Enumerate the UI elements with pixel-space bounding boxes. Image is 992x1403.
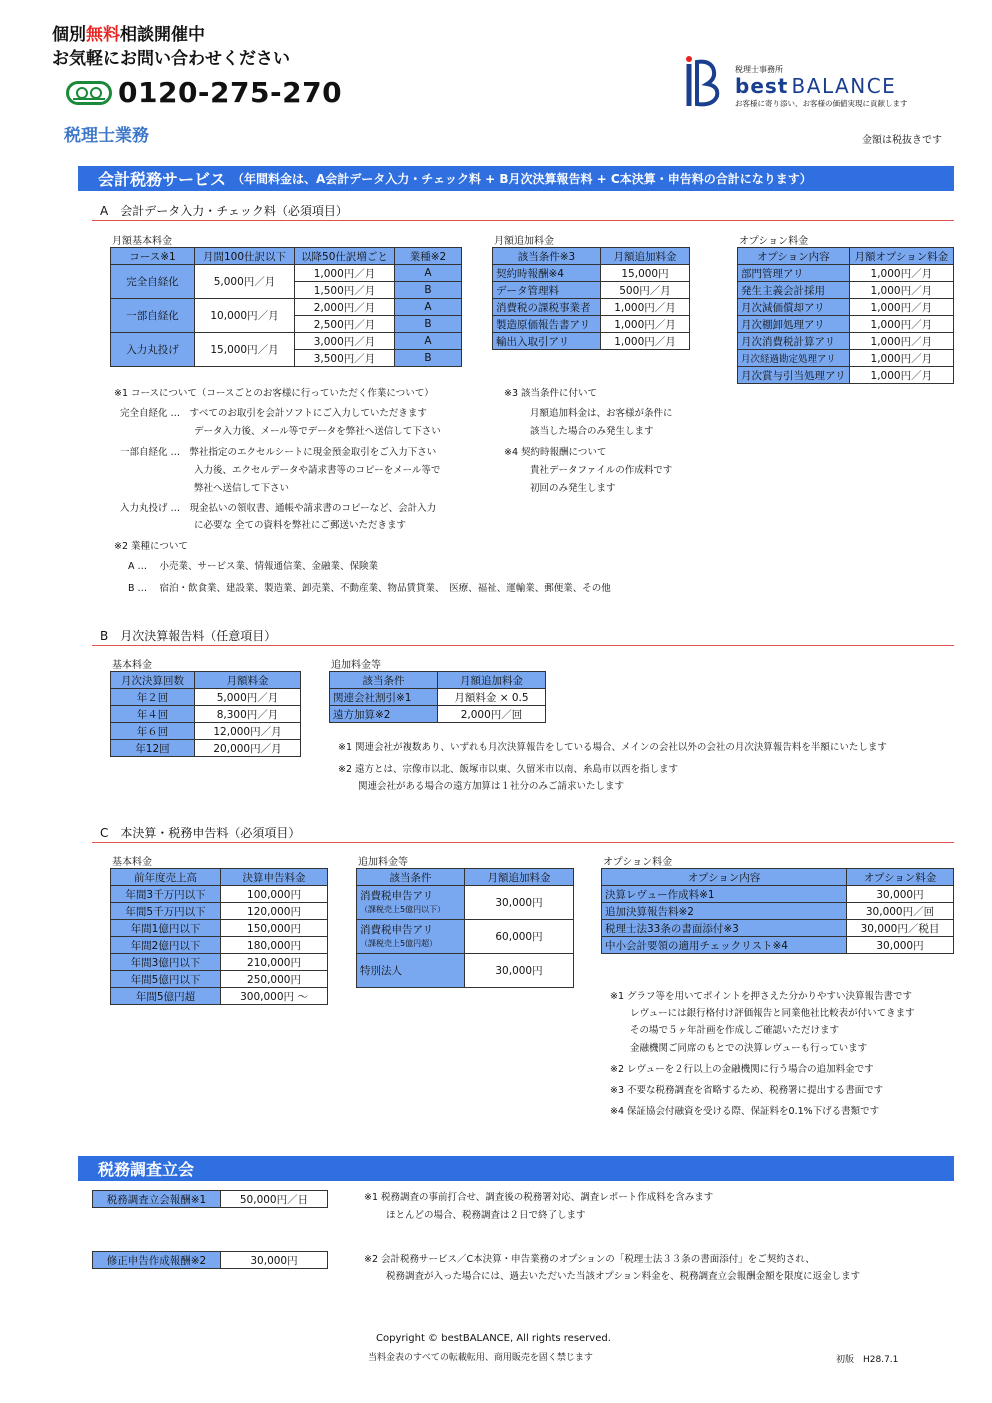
count-cell: 年12回 [111, 740, 195, 757]
add-cell: 2,500円／月 [295, 316, 395, 333]
section-b-rule [92, 645, 954, 646]
price-cell: 30,000円 [465, 886, 574, 920]
cond-cell: 遠方加算※2 [330, 706, 438, 723]
cond-cell: 契約時報酬※4 [493, 265, 601, 282]
price-cell: 1,000円／月 [849, 367, 953, 384]
c-extra-label: 追加料金等 [358, 857, 408, 868]
price-cell: 1,000円／月 [849, 316, 953, 333]
audit-note: ※2 会計税務サービス／C本決算・申告業務のオプションの「税理士法３３条の書面添付」をご契約され、 [364, 1254, 815, 1265]
revenue-cell: 年間1億円以下 [111, 920, 221, 937]
price-cell: 100,000円 [221, 886, 328, 903]
table-header: 月額追加料金 [465, 869, 574, 886]
cond-text: 消費税申告アリ [360, 923, 434, 936]
free-dial-icon [66, 81, 112, 105]
count-cell: 年６回 [111, 723, 195, 740]
accounting-subtitle: （年間料金は、A会計データ入力・チェック料 + B月次決算報告料 + C本決算・申告料の合計になります） [232, 172, 812, 186]
revenue-cell: 年間2億円以下 [111, 937, 221, 954]
table-header: 月額追加料金 [438, 672, 546, 689]
b-extra-table [329, 671, 546, 723]
cond-cell: 消費税の課税事業者 [493, 299, 601, 316]
price-cell: 30,000円 [847, 937, 954, 954]
price-cell: 1,000円／月 [849, 350, 953, 367]
price-cell: 150,000円 [221, 920, 328, 937]
c-note: ※1 グラフ等を用いてポイントを押さえた分かりやすい決算報告書です [610, 991, 913, 1002]
logo-tagline: お客様に寄り添い、お客様の価値実現に貢献します [735, 99, 908, 108]
a-note: に必要な 全ての資料を弊社にご郵送いただきます [194, 520, 407, 531]
audit-note: 税務調査が入った場合には、過去いただいた当該オプション料金を、税務調査立会報酬金額を限度に返金します [386, 1271, 861, 1282]
cond-sub-text: （課税売上5億円以下） [360, 904, 446, 914]
tax-note: 金額は税抜きです [862, 135, 942, 146]
logo-small-text: 税理士事務所 [735, 65, 783, 74]
price-cell: 5,000円／月 [195, 689, 301, 706]
price-cell: 8,300円／月 [195, 706, 301, 723]
table-header: 月額料金 [195, 672, 301, 689]
section-c-heading: C 本決算・税務申告料（必須項目） [100, 826, 301, 840]
option-cell: 月次賞与引当処理アリ [738, 367, 850, 384]
table-header: 月次決算回数 [111, 672, 195, 689]
price-cell: 1,000円／月 [601, 333, 690, 350]
price-cell: 30,000円 [847, 886, 954, 903]
revenue-cell: 年間5億円超 [111, 988, 221, 1005]
c-note: ※2 レヴューを２行以上の金融機関に行う場合の追加料金です [610, 1064, 874, 1075]
table-header: 該当条件※3 [493, 248, 601, 265]
cond-text: 消費税申告アリ [360, 889, 434, 902]
option-cell: 月次減価償却アリ [738, 299, 850, 316]
table-header: 該当条件 [330, 672, 438, 689]
price-cell: 30,000円／税目 [847, 920, 954, 937]
price-cell: 15,000円／月 [195, 333, 295, 367]
b-note: ※1 関連会社が複数あり、いずれも月次決算報告をしている場合、メインの会社以外の会社の月次決算報告料を半額にいたします [338, 742, 887, 753]
c-note: ※3 不要な税務調査を省略するため、税務署に提出する書面です [610, 1085, 884, 1096]
type-cell: A [395, 333, 462, 350]
option-cell: 決算レヴュー作成料※1 [602, 886, 847, 903]
c-base-table [110, 868, 328, 1005]
cond-cell: 関連会社割引※1 [330, 689, 438, 706]
price-cell: 500円／月 [601, 282, 690, 299]
a-extra-label: 月額追加料金 [494, 236, 554, 247]
price-cell: 20,000円／月 [195, 740, 301, 757]
audit-label-cell: 修正申告作成報酬※2 [93, 1252, 221, 1269]
a-note: ※4 契約時報酬について [504, 447, 607, 458]
type-cell: B [395, 282, 462, 299]
cond-cell: データ管理料 [493, 282, 601, 299]
b-note: 関連会社がある場合の遠方加算は１社分のみご請求いたします [358, 781, 625, 792]
headline-1: 個別無料相談開催中 [52, 25, 205, 45]
course-cell: 一部自経化 [111, 299, 195, 333]
table-header: 前年度売上高 [111, 869, 221, 886]
table-header: 月間100仕訳以下 [195, 248, 295, 265]
a-note: 入力後、エクセルデータや請求書等のコピーをメール等で [194, 465, 441, 476]
c-note: その場で５ヶ年計画を作成しご確認いただけます [630, 1025, 840, 1036]
a-note: ※3 該当条件に付いて [504, 388, 598, 399]
a-note: ※2 業種について [114, 541, 188, 552]
a-note: B … 宿泊・飲食業、建設業、製造業、卸売業、不動産業、物品賃貸業、 医療、福祉、運輸業、郵便業、その他 [128, 583, 611, 594]
table-header: 月額追加料金 [601, 248, 690, 265]
a-option-label: オプション料金 [739, 236, 809, 247]
accounting-title: 会計税務サービス [98, 170, 227, 189]
add-cell: 2,000円／月 [295, 299, 395, 316]
section-a-rule [92, 220, 954, 221]
a-base-table [110, 247, 462, 367]
accounting-bar [78, 166, 954, 191]
price-cell: 1,000円／月 [601, 299, 690, 316]
a-note: 弊社へ送信して下さい [194, 483, 290, 494]
price-cell: 10,000円／月 [195, 299, 295, 333]
table-header: 以降50仕訳増ごと [295, 248, 395, 265]
price-cell: 1,000円／月 [849, 333, 953, 350]
c-option-table [601, 868, 954, 954]
price-cell: 2,000円／回 [438, 706, 546, 723]
option-cell: 追加決算報告料※2 [602, 903, 847, 920]
section-b-heading: B 月次決算報告料（任意項目） [100, 629, 277, 643]
price-cell: 1,000円／月 [849, 299, 953, 316]
version: 初版 H28.7.1 [836, 1355, 899, 1365]
price-cell: 5,000円／月 [195, 265, 295, 299]
audit-table-2 [92, 1251, 328, 1269]
table-header: 決算申告料金 [221, 869, 328, 886]
option-cell: 月次経過勘定処理アリ [738, 350, 850, 367]
table-header: オプション内容 [738, 248, 850, 265]
cond-cell [357, 886, 465, 920]
logo-best: best [735, 74, 789, 98]
add-cell: 1,000円／月 [295, 265, 395, 282]
type-cell: A [395, 265, 462, 282]
type-cell: A [395, 299, 462, 316]
logo [683, 56, 933, 110]
section-title: 税理士業務 [64, 126, 149, 146]
a-note: 月額追加料金は、お客様が条件に [530, 408, 673, 419]
price-cell: 1,000円／月 [849, 265, 953, 282]
audit-price-cell: 30,000円 [221, 1252, 328, 1269]
audit-label-cell: 税務調査立会報酬※1 [93, 1191, 221, 1208]
a-note: 貴社データファイルの作成料です [530, 465, 673, 476]
option-cell: 中小会計要領の適用チェックリスト※4 [602, 937, 847, 954]
price-cell: 300,000円 ～ [221, 988, 328, 1005]
table-header: オプション内容 [602, 869, 847, 886]
footer-notice: 当料金表のすべての転載転用、商用販売を固く禁じます [368, 1353, 593, 1363]
logo-balance: BALANCE [791, 74, 897, 98]
audit-note: ※1 税務調査の事前打合せ、調査後の税務署対応、調査レポート作成料を含みます [364, 1192, 714, 1203]
option-cell: 発生主義会計採用 [738, 282, 850, 299]
c-note: レヴューには銀行格付け評価報告と同業他社比較表が付いてきます [630, 1008, 915, 1019]
logo-mark-icon [683, 56, 727, 110]
b-base-label: 基本料金 [112, 660, 152, 671]
price-cell: 60,000円 [465, 920, 574, 954]
cond-cell [357, 920, 465, 954]
a-option-table [737, 247, 954, 384]
headline-2: お気軽にお問い合わせください [52, 49, 290, 69]
revenue-cell: 年間3億円以下 [111, 954, 221, 971]
a-base-label: 月額基本料金 [112, 236, 172, 247]
audit-price-cell: 50,000円／日 [221, 1191, 328, 1208]
price-cell: 30,000円 [465, 954, 574, 988]
option-cell: 部門管理アリ [738, 265, 850, 282]
audit-title: 税務調査立会 [98, 1160, 195, 1179]
price-cell: 30,000円／回 [847, 903, 954, 920]
revenue-cell: 年間5億円以下 [111, 971, 221, 988]
cond-cell: 製造原価報告書アリ [493, 316, 601, 333]
phone-number[interactable]: 0120-275-270 [118, 76, 343, 109]
c-base-label: 基本料金 [112, 857, 152, 868]
cond-sub-text: （課税売上5億円超） [360, 938, 438, 948]
type-cell: B [395, 316, 462, 333]
a-note: 初回のみ発生します [530, 483, 616, 494]
c-note: ※4 保証協会付融資を受ける際、保証料を0.1%下げる書類です [610, 1106, 880, 1117]
b-base-table [110, 671, 301, 757]
option-cell: 月次消費税計算アリ [738, 333, 850, 350]
copyright: Copyright © bestBALANCE, All rights reserved. [376, 1333, 611, 1344]
table-header: コース※1 [111, 248, 195, 265]
type-cell: B [395, 350, 462, 367]
price-cell: 250,000円 [221, 971, 328, 988]
a-note: 一部自経化 … 弊社指定のエクセルシートに現金預金取引をご入力下さい [120, 447, 437, 458]
add-cell: 3,500円／月 [295, 350, 395, 367]
a-note: A … 小売業、サービス業、情報通信業、金融業、保険業 [128, 561, 379, 572]
a-note: ※1 コースについて（コースごとのお客様に行っていただく作業について） [114, 388, 434, 399]
price-cell: 120,000円 [221, 903, 328, 920]
course-cell: 完全自経化 [111, 265, 195, 299]
c-option-label: オプション料金 [603, 857, 673, 868]
course-cell: 入力丸投げ [111, 333, 195, 367]
count-cell: 年４回 [111, 706, 195, 723]
price-cell: 1,000円／月 [849, 282, 953, 299]
table-header: 業種※2 [395, 248, 462, 265]
revenue-cell: 年間3千万円以下 [111, 886, 221, 903]
c-extra-table [356, 868, 574, 988]
section-a-heading: A 会計データ入力・チェック料（必須項目） [100, 204, 348, 218]
price-cell: 210,000円 [221, 954, 328, 971]
phone-block[interactable] [66, 76, 342, 109]
a-note: 該当した場合のみ発生します [530, 426, 654, 437]
b-note: ※2 遠方とは、宗像市以北、飯塚市以東、久留米市以南、糸島市以西を指します [338, 764, 679, 775]
a-note: 完全自経化 … すべてのお取引を会計ソフトにご入力していただきます [120, 408, 427, 419]
price-cell: 月額料金 × 0.5 [438, 689, 546, 706]
audit-table-1 [92, 1190, 328, 1208]
price-cell: 180,000円 [221, 937, 328, 954]
add-cell: 3,000円／月 [295, 333, 395, 350]
count-cell: 年２回 [111, 689, 195, 706]
price-cell: 15,000円 [601, 265, 690, 282]
option-cell: 月次棚卸処理アリ [738, 316, 850, 333]
a-note: 入力丸投げ … 現金払いの領収書、通帳や請求書のコピーなど、会計入力 [120, 503, 437, 514]
audit-bar [78, 1156, 954, 1181]
price-cell: 12,000円／月 [195, 723, 301, 740]
table-header: 月額オプション料金 [849, 248, 953, 265]
cond-cell: 特別法人 [357, 954, 465, 988]
option-cell: 税理士法33条の書面添付※3 [602, 920, 847, 937]
a-note: データ入力後、メール等でデータを弊社へ送信して下さい [194, 426, 441, 437]
cond-cell: 輸出入取引アリ [493, 333, 601, 350]
add-cell: 1,500円／月 [295, 282, 395, 299]
table-header: 該当条件 [357, 869, 465, 886]
revenue-cell: 年間5千万円以下 [111, 903, 221, 920]
b-extra-label: 追加料金等 [331, 660, 381, 671]
a-extra-table [492, 247, 690, 350]
price-cell: 1,000円／月 [601, 316, 690, 333]
table-header: オプション料金 [847, 869, 954, 886]
c-note: 金融機関ご同席のもとでの決算レヴューも行っています [630, 1043, 868, 1054]
audit-note: ほとんどの場合、税務調査は２日で終了します [386, 1210, 586, 1221]
section-c-rule [92, 842, 954, 843]
